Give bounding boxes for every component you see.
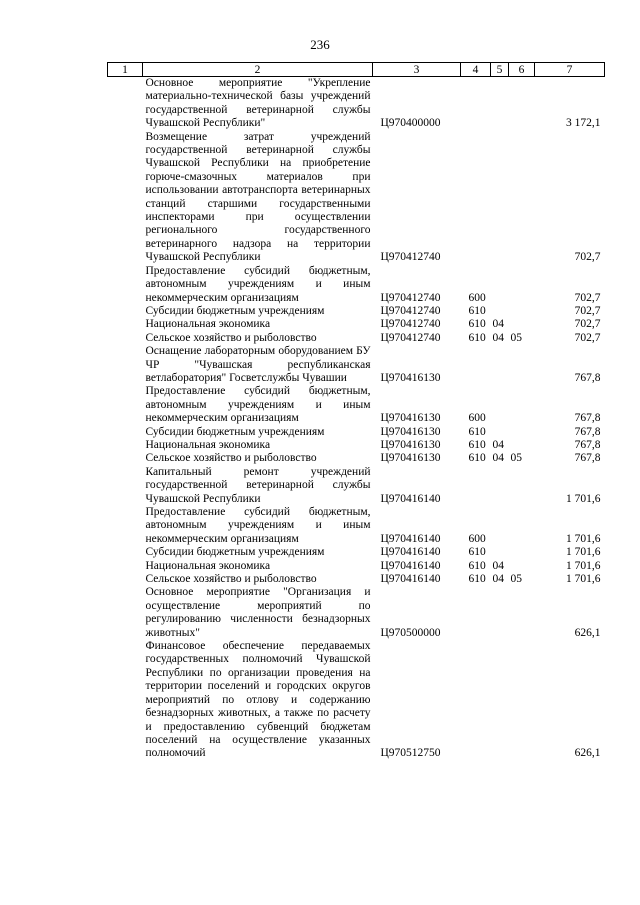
section-code: 04 bbox=[492, 573, 504, 586]
amount: 702,7 bbox=[574, 318, 601, 331]
table-row bbox=[108, 466, 605, 506]
expense-type-code bbox=[461, 640, 491, 761]
item-name: Сельское хозяйство и рыболовство bbox=[145, 573, 317, 586]
expense-type-code: 610 bbox=[468, 318, 486, 331]
column-header-5: 5 bbox=[491, 63, 509, 77]
expense-type-code: 610 bbox=[468, 438, 486, 451]
amount: 1 701,6 bbox=[566, 532, 601, 545]
expense-type-code: 610 bbox=[468, 573, 486, 586]
table-row bbox=[108, 452, 605, 465]
index-cell bbox=[108, 265, 143, 305]
section-code bbox=[491, 345, 509, 385]
expense-type-code: 610 bbox=[468, 546, 486, 559]
index-cell bbox=[108, 560, 143, 573]
section-code bbox=[491, 305, 509, 318]
section-code: 04 bbox=[492, 331, 504, 344]
section-code bbox=[491, 77, 509, 131]
table-row bbox=[108, 506, 605, 546]
target-article-code: Ц970416140 bbox=[380, 559, 441, 572]
amount: 1 701,6 bbox=[566, 559, 601, 572]
item-name: Предоставление субсидий бюджетным, автономным учреждениям и иным некоммерческим организациям bbox=[145, 506, 371, 545]
index-cell bbox=[108, 77, 143, 131]
expense-type-code: 600 bbox=[468, 291, 486, 304]
subsection-code bbox=[509, 265, 535, 305]
subsection-code bbox=[509, 305, 535, 318]
target-article-code: Ц970412740 bbox=[380, 304, 441, 317]
subsection-code: 05 bbox=[510, 331, 522, 344]
table-row bbox=[108, 573, 605, 586]
expense-type-code bbox=[461, 77, 491, 131]
subsection-code: 05 bbox=[510, 573, 522, 586]
column-header-3: 3 bbox=[373, 63, 461, 77]
amount: 767,8 bbox=[574, 371, 601, 384]
table-row bbox=[108, 332, 605, 345]
item-name: Субсидии бюджетным учреждениям bbox=[145, 546, 325, 559]
section-code bbox=[491, 506, 509, 546]
item-name: Сельское хозяйство и рыболовство bbox=[145, 452, 317, 465]
column-header-6: 6 bbox=[509, 63, 535, 77]
amount: 767,8 bbox=[574, 412, 601, 425]
index-cell bbox=[108, 546, 143, 559]
expense-type-code bbox=[461, 586, 491, 640]
table-row bbox=[108, 439, 605, 452]
amount: 702,7 bbox=[574, 251, 601, 264]
section-code bbox=[491, 640, 509, 761]
table-row bbox=[108, 640, 605, 761]
amount: 1 701,6 bbox=[566, 573, 601, 586]
index-cell bbox=[108, 131, 143, 265]
target-article-code: Ц970412740 bbox=[380, 251, 441, 264]
index-cell bbox=[108, 586, 143, 640]
subsection-code bbox=[509, 546, 535, 559]
table-header-row bbox=[108, 63, 605, 77]
index-cell bbox=[108, 305, 143, 318]
amount: 3 172,1 bbox=[566, 117, 601, 130]
page-number: 236 bbox=[310, 37, 330, 52]
section-code bbox=[491, 385, 509, 425]
subsection-code bbox=[509, 345, 535, 385]
item-name: Капитальный ремонт учреждений государственной ветеринарной службы Чувашской Республики bbox=[145, 465, 371, 505]
target-article-code: Ц970416140 bbox=[380, 573, 441, 586]
budget-table bbox=[107, 62, 605, 761]
table-row bbox=[108, 586, 605, 640]
expense-type-code: 610 bbox=[468, 304, 486, 317]
table-row bbox=[108, 546, 605, 559]
expense-type-code: 610 bbox=[468, 452, 486, 465]
expense-type-code bbox=[461, 345, 491, 385]
target-article-code: Ц970416130 bbox=[380, 452, 441, 465]
table-row bbox=[108, 265, 605, 305]
table-body bbox=[108, 77, 605, 761]
target-article-code: Ц970416140 bbox=[380, 532, 441, 545]
target-article-code: Ц970416130 bbox=[380, 371, 441, 384]
item-name: Национальная экономика bbox=[145, 438, 271, 451]
target-article-code: Ц970512750 bbox=[380, 747, 441, 760]
index-cell bbox=[108, 345, 143, 385]
target-article-code: Ц970416140 bbox=[380, 546, 441, 559]
subsection-code bbox=[509, 466, 535, 506]
target-article-code: Ц970412740 bbox=[380, 318, 441, 331]
section-code: 04 bbox=[492, 452, 504, 465]
item-name: Основное мероприятие "Организация и осуществление мероприятий по регулированию численности безнадзорных животных" bbox=[145, 586, 371, 639]
target-article-code: Ц970416130 bbox=[380, 412, 441, 425]
table-row bbox=[108, 345, 605, 385]
index-cell bbox=[108, 506, 143, 546]
section-code: 04 bbox=[492, 559, 504, 572]
table-row bbox=[108, 305, 605, 318]
item-name: Основное мероприятие "Укрепление материально-технической базы учреждений государственной ветеринарной службы Чувашской Республики" bbox=[145, 77, 371, 130]
item-name: Возмещение затрат учреждений государственной ветеринарной службы Чувашской Республики на приобретение горюче-смазочных материалов при использовании автотранспорта ветеринарных станций старшими государственными инспекторами при осуществлении регионального государственного ветеринарного надзора на территории Чувашской Республики bbox=[145, 130, 371, 264]
item-name: Оснащение лабораторным оборудованием БУ ЧР "Чувашская республиканская ветлаборатория" Госветслужбы Чувашии bbox=[145, 345, 371, 384]
index-cell bbox=[108, 332, 143, 345]
amount: 767,8 bbox=[574, 425, 601, 438]
section-code bbox=[491, 586, 509, 640]
subsection-code bbox=[509, 640, 535, 761]
column-header-2: 2 bbox=[143, 63, 373, 77]
index-cell bbox=[108, 439, 143, 452]
subsection-code bbox=[509, 506, 535, 546]
amount: 767,8 bbox=[574, 438, 601, 451]
section-code bbox=[491, 265, 509, 305]
subsection-code bbox=[509, 77, 535, 131]
table-row bbox=[108, 560, 605, 573]
target-article-code: Ц970400000 bbox=[380, 117, 441, 130]
amount: 767,8 bbox=[574, 452, 601, 465]
item-name: Субсидии бюджетным учреждениям bbox=[145, 304, 325, 317]
amount: 626,1 bbox=[574, 747, 601, 760]
expense-type-code: 600 bbox=[468, 532, 486, 545]
column-header-7: 7 bbox=[535, 63, 605, 77]
index-cell bbox=[108, 640, 143, 761]
item-name: Сельское хозяйство и рыболовство bbox=[145, 331, 317, 344]
item-name: Субсидии бюджетным учреждениям bbox=[145, 425, 325, 438]
subsection-code bbox=[509, 439, 535, 452]
item-name: Предоставление субсидий бюджетным, автономным учреждениям и иным некоммерческим организациям bbox=[145, 385, 371, 425]
target-article-code: Ц970412740 bbox=[380, 331, 441, 344]
table-row bbox=[108, 318, 605, 331]
expense-type-code: 600 bbox=[468, 412, 486, 425]
table-row bbox=[108, 131, 605, 265]
subsection-code bbox=[509, 131, 535, 265]
target-article-code: Ц970416140 bbox=[380, 492, 441, 505]
column-header-1: 1 bbox=[108, 63, 143, 77]
index-cell bbox=[108, 426, 143, 439]
table-row bbox=[108, 426, 605, 439]
subsection-code: 05 bbox=[510, 452, 522, 465]
amount: 702,7 bbox=[574, 331, 601, 344]
item-name: Предоставление субсидий бюджетным, автономным учреждениям и иным некоммерческим организациям bbox=[145, 264, 371, 304]
item-name: Финансовое обеспечение передаваемых государственных полномочий Чувашской Республики по организации проведения на территории поселений и городских округов мероприятий по отлову и содержанию безнадзорных животных, а также по расчету и предоставлению субвенций бюджетам поселений на осуществление указанных полномочий bbox=[145, 640, 371, 760]
table-row bbox=[108, 385, 605, 425]
amount: 702,7 bbox=[574, 291, 601, 304]
column-header-4: 4 bbox=[461, 63, 491, 77]
subsection-code bbox=[509, 426, 535, 439]
expense-type-code: 610 bbox=[468, 425, 486, 438]
subsection-code bbox=[509, 586, 535, 640]
section-code bbox=[491, 546, 509, 559]
item-name: Национальная экономика bbox=[145, 318, 271, 331]
table-row bbox=[108, 77, 605, 131]
expense-type-code: 610 bbox=[468, 559, 486, 572]
section-code: 04 bbox=[492, 318, 504, 331]
amount: 1 701,6 bbox=[566, 492, 601, 505]
section-code bbox=[491, 426, 509, 439]
expense-type-code bbox=[461, 131, 491, 265]
section-code bbox=[491, 131, 509, 265]
subsection-code bbox=[509, 385, 535, 425]
section-code: 04 bbox=[492, 438, 504, 451]
target-article-code: Ц970416130 bbox=[380, 425, 441, 438]
target-article-code: Ц970500000 bbox=[380, 626, 441, 639]
index-cell bbox=[108, 466, 143, 506]
index-cell bbox=[108, 573, 143, 586]
amount: 626,1 bbox=[574, 626, 601, 639]
subsection-code bbox=[509, 560, 535, 573]
item-name: Национальная экономика bbox=[145, 559, 271, 572]
index-cell bbox=[108, 318, 143, 331]
subsection-code bbox=[509, 318, 535, 331]
section-code bbox=[491, 466, 509, 506]
index-cell bbox=[108, 385, 143, 425]
expense-type-code: 610 bbox=[468, 331, 486, 344]
expense-type-code bbox=[461, 466, 491, 506]
index-cell bbox=[108, 452, 143, 465]
target-article-code: Ц970416130 bbox=[380, 438, 441, 451]
amount: 702,7 bbox=[574, 304, 601, 317]
amount: 1 701,6 bbox=[566, 546, 601, 559]
target-article-code: Ц970412740 bbox=[380, 291, 441, 304]
